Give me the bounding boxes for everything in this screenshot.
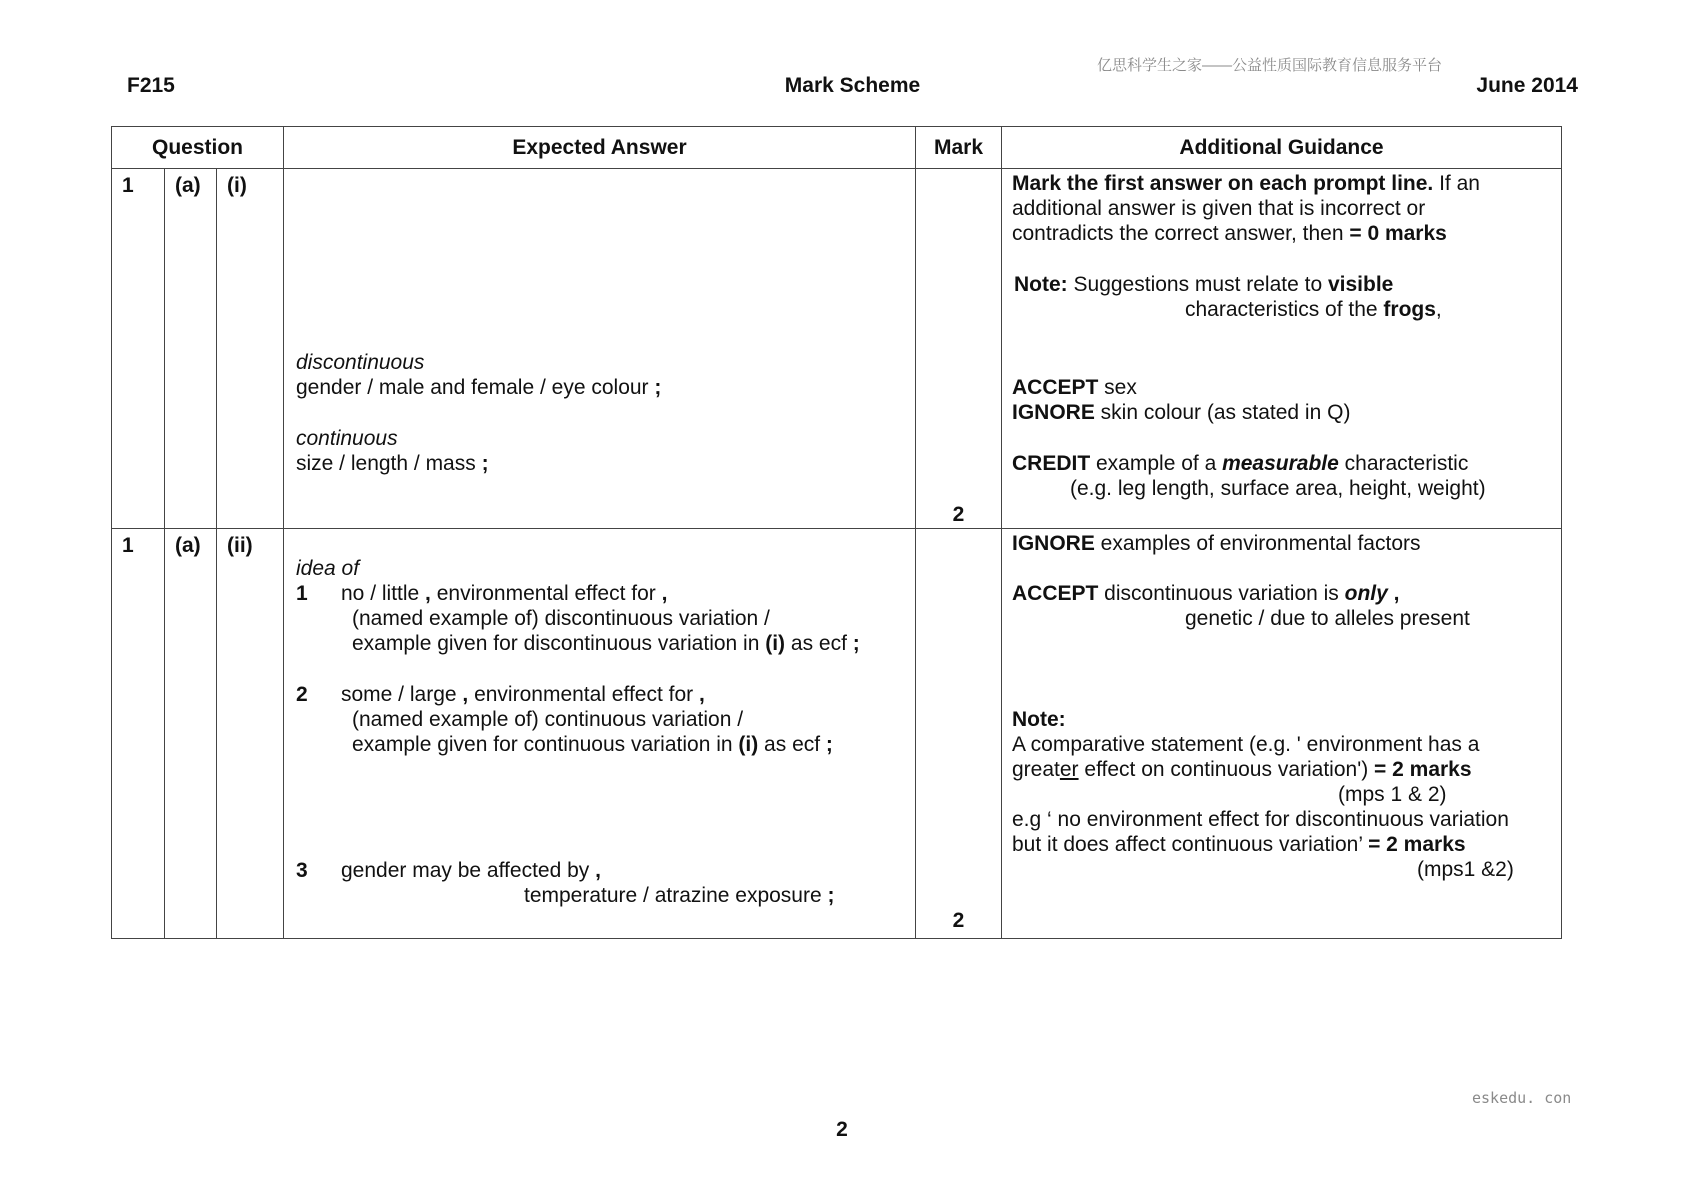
- question-subpart: (i): [217, 169, 284, 529]
- guidance-line: [1012, 832, 1466, 858]
- guidance-text: CREDIT: [1012, 452, 1091, 475]
- answer-delimiter: ,: [462, 683, 469, 706]
- marking-point-number: 2: [296, 683, 308, 706]
- header-expected-answer: Expected Answer: [284, 127, 916, 169]
- answer-delimiter: ;: [852, 632, 860, 655]
- guidance-text: effect on continuous variation'): [1078, 758, 1375, 781]
- question-part: (a): [165, 169, 217, 529]
- guidance-text: only: [1344, 582, 1388, 605]
- answer-text: gender / male and female / eye colour: [296, 376, 655, 399]
- answer-line: discontinuous: [296, 351, 425, 374]
- answer-delimiter: ;: [827, 884, 835, 907]
- guidance-line: [1014, 272, 1393, 298]
- guidance-text: frogs: [1383, 298, 1436, 321]
- guidance-text: Note:: [1014, 273, 1068, 296]
- guidance-text: contradicts the correct answer, then: [1012, 222, 1350, 245]
- guidance-text: If an: [1433, 172, 1480, 195]
- answer-line: (named example of) discontinuous variation /: [352, 607, 770, 630]
- answer-text: as ecf: [785, 632, 853, 655]
- document-title: Mark Scheme: [784, 74, 921, 97]
- guidance-line: [1012, 221, 1447, 247]
- guidance-text: = 2 marks: [1374, 758, 1472, 781]
- guidance-line: [1012, 375, 1137, 401]
- answer-line: continuous: [296, 427, 398, 450]
- answer-text: example given for continuous variation in: [352, 733, 739, 756]
- header-additional-guidance: Additional Guidance: [1002, 127, 1562, 169]
- answer-line: [296, 451, 489, 477]
- guidance-text: example of a: [1090, 452, 1223, 475]
- answer-delimiter: ;: [654, 376, 662, 399]
- answer-delimiter: ,: [661, 582, 668, 605]
- guidance-line: [1012, 531, 1421, 557]
- guidance-line: additional answer is given that is incorrect or: [1012, 197, 1426, 220]
- guidance-line: (mps 1 & 2): [1338, 783, 1447, 806]
- guidance-line: e.g ‘ no environment effect for discontinuous variation: [1012, 808, 1509, 831]
- guidance-text: great: [1012, 758, 1060, 781]
- answer-text: (i): [765, 632, 786, 655]
- guidance-text: examples of environmental factors: [1094, 532, 1421, 555]
- question-number: 1: [112, 529, 165, 939]
- mark-cell: [916, 169, 1002, 529]
- marking-point-number: 3: [296, 859, 308, 882]
- guidance-line: genetic / due to alleles present: [1185, 607, 1470, 630]
- answer-delimiter: ,: [698, 683, 705, 706]
- answer-line: (named example of) continuous variation /: [352, 708, 744, 731]
- answer-text: no / little: [341, 582, 426, 605]
- guidance-line: (e.g. leg length, surface area, height, weight): [1070, 477, 1486, 500]
- answer-line: [341, 858, 601, 884]
- expected-answer-cell: [284, 529, 916, 939]
- guidance-line: [1012, 757, 1472, 783]
- guidance-cell: [1002, 529, 1562, 939]
- header-question: Question: [112, 127, 284, 169]
- guidance-text: er: [1059, 758, 1079, 781]
- guidance-line: (mps1 &2): [1417, 858, 1514, 881]
- answer-text: size / length / mass: [296, 452, 482, 475]
- answer-text: (i): [738, 733, 759, 756]
- table-row: [112, 169, 1562, 529]
- exam-date: June 2014: [1476, 74, 1578, 97]
- answer-line: idea of: [296, 557, 360, 580]
- page-number: 2: [836, 1118, 848, 1141]
- answer-delimiter: ,: [595, 859, 601, 882]
- question-subpart: (ii): [217, 529, 284, 939]
- expected-answer-cell: [284, 169, 916, 529]
- answer-line: [352, 631, 860, 657]
- exam-code: F215: [127, 74, 175, 97]
- guidance-text: = 0 marks: [1349, 222, 1447, 245]
- guidance-text: ,: [1435, 298, 1442, 321]
- answer-line: [341, 682, 705, 708]
- answer-text: some / large: [341, 683, 463, 706]
- mark-value: 2: [952, 909, 965, 932]
- table-header-row: [112, 127, 1562, 169]
- guidance-text: characteristic: [1338, 452, 1469, 475]
- guidance-line: A comparative statement (e.g. ' environment has a: [1012, 733, 1480, 756]
- guidance-text: characteristics of the: [1185, 298, 1384, 321]
- question-part: (a): [165, 529, 217, 939]
- guidance-text: Suggestions must relate to: [1067, 273, 1328, 296]
- guidance-text: ACCEPT: [1012, 376, 1099, 399]
- guidance-text: discontinuous variation is: [1098, 582, 1345, 605]
- guidance-text: = 2 marks: [1368, 833, 1466, 856]
- guidance-text: IGNORE: [1012, 532, 1095, 555]
- guidance-text: skin colour (as stated in Q): [1094, 401, 1351, 424]
- table-row: [112, 529, 1562, 939]
- answer-delimiter: ,: [425, 582, 431, 605]
- header-mark: Mark: [916, 127, 1002, 169]
- mark-value: 2: [952, 503, 965, 526]
- guidance-text: visible: [1327, 273, 1394, 296]
- guidance-text: but it does affect continuous variation’: [1012, 833, 1369, 856]
- guidance-text: ,: [1387, 582, 1400, 605]
- watermark-bottom: eskedu. con: [1472, 1089, 1572, 1107]
- mark-scheme-table: [111, 126, 1562, 939]
- answer-line: [524, 883, 835, 909]
- watermark-top: 亿思科学生之家——公益性质国际教育信息服务平台: [1096, 57, 1442, 74]
- guidance-line: [1012, 581, 1400, 607]
- answer-text: environmental effect for: [430, 582, 662, 605]
- guidance-line: [1012, 451, 1468, 477]
- answer-delimiter: ;: [825, 733, 833, 756]
- guidance-line: Note:: [1012, 708, 1066, 731]
- guidance-cell: [1002, 169, 1562, 529]
- guidance-text: sex: [1098, 376, 1137, 399]
- guidance-line: [1012, 171, 1480, 197]
- question-number: 1: [112, 169, 165, 529]
- answer-line: [352, 732, 833, 758]
- answer-text: as ecf: [758, 733, 826, 756]
- answer-text: environmental effect for: [468, 683, 699, 706]
- answer-delimiter: ;: [481, 452, 489, 475]
- mark-cell: [916, 529, 1002, 939]
- answer-text: temperature / atrazine exposure: [524, 884, 828, 907]
- guidance-line: [1012, 400, 1350, 426]
- guidance-text: Mark the first answer on each prompt line.: [1012, 172, 1434, 195]
- answer-line: [341, 581, 667, 607]
- guidance-text: ACCEPT: [1012, 582, 1099, 605]
- answer-text: example given for discontinuous variation in: [352, 632, 766, 655]
- guidance-text: measurable: [1222, 452, 1339, 475]
- answer-text: gender may be affected by: [341, 859, 596, 882]
- guidance-text: IGNORE: [1012, 401, 1095, 424]
- marking-point-number: 1: [296, 582, 308, 605]
- guidance-line: [1185, 297, 1442, 323]
- answer-line: [296, 375, 661, 401]
